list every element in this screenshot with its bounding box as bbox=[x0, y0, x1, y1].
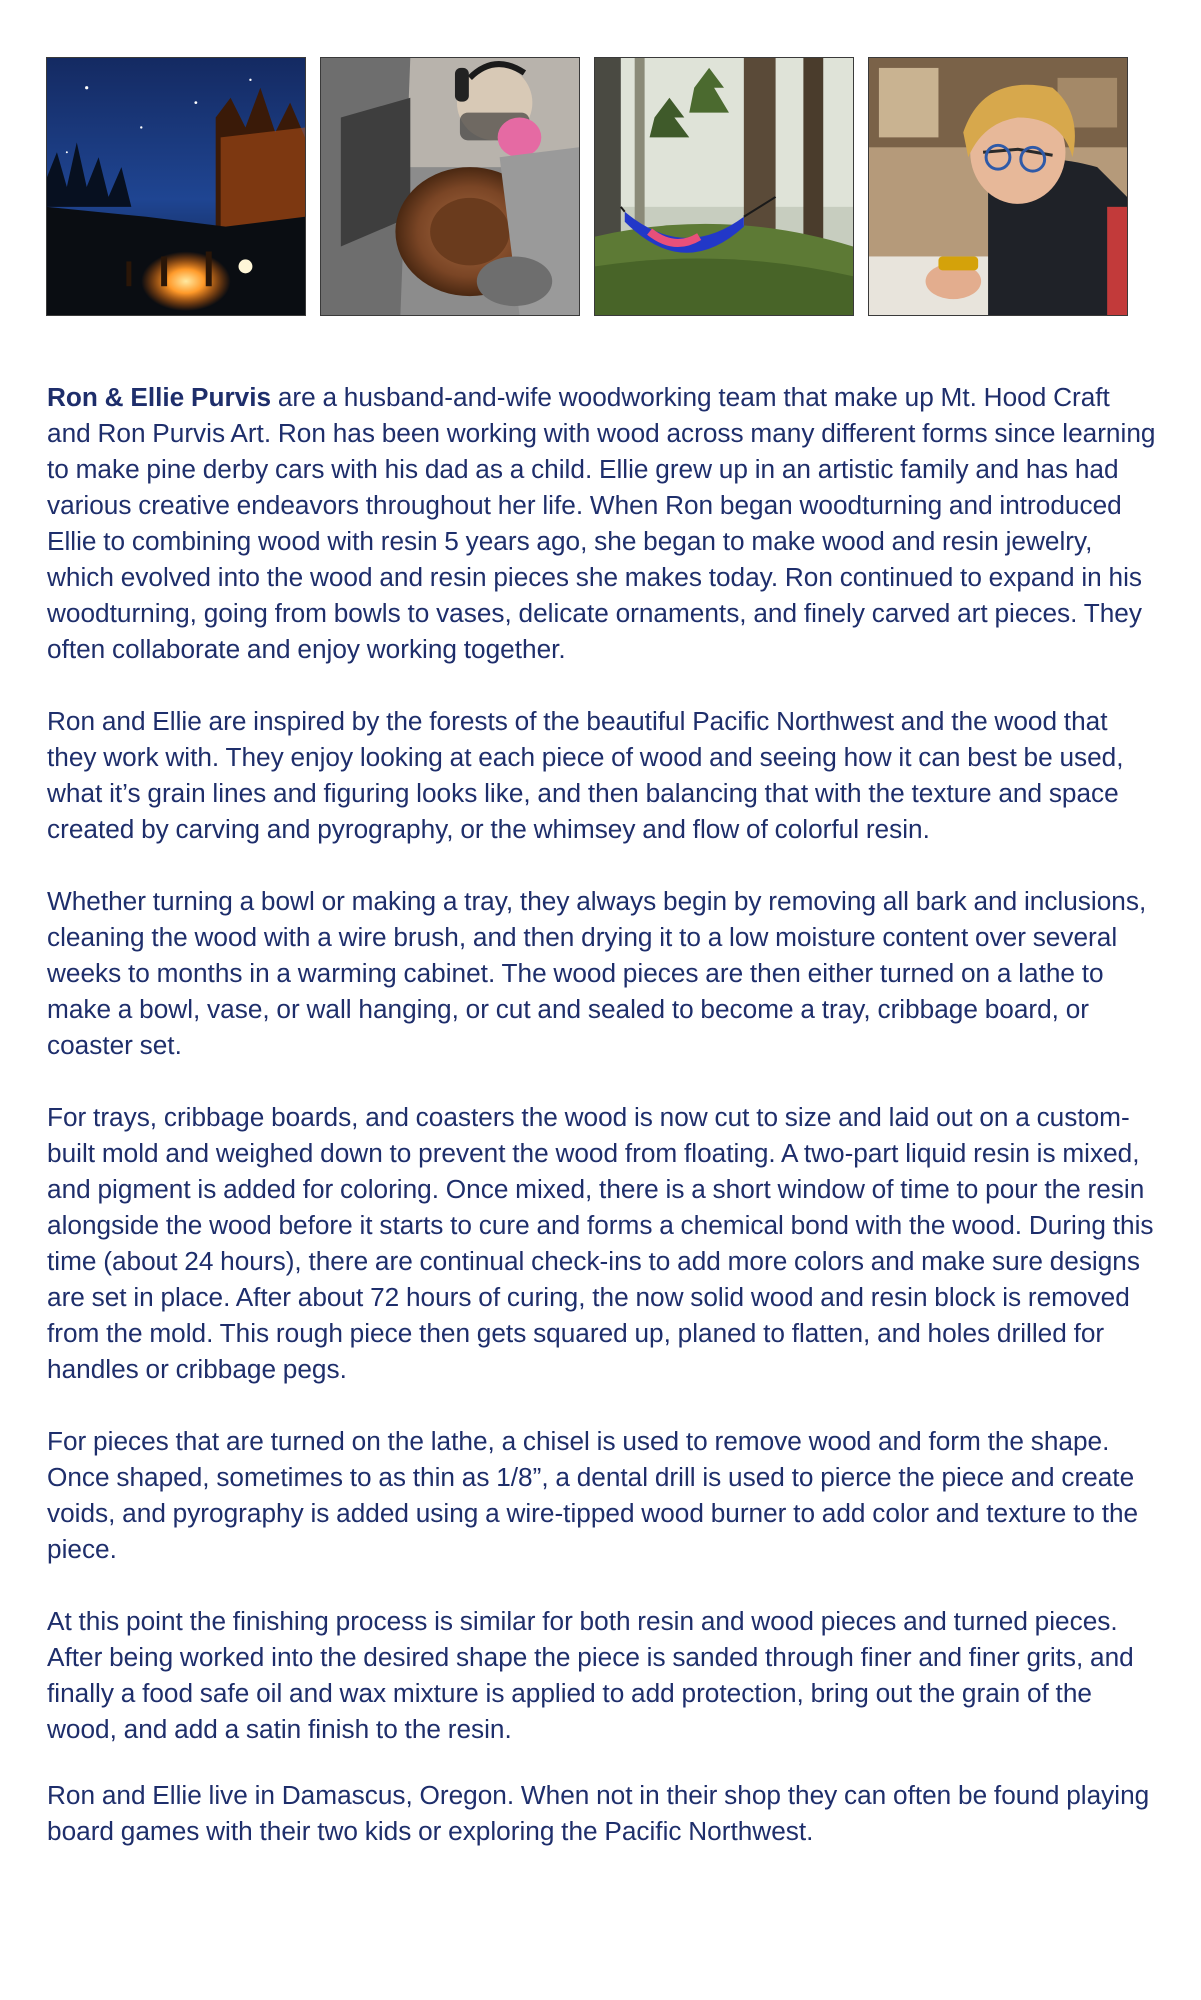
paragraph-preparation: Whether turning a bowl or making a tray, they always begin by removing all bark and inclusions, cleaning the wood with a wire brush, and then drying it to a low moisture content over several weeks to months in a warming cabinet. The wood pieces are then either turned on a lathe to make a bowl, vase, or wall hanging, or cut and sealed to become a tray, cribbage board, or coaster set. bbox=[47, 886, 1147, 1060]
paragraph-inspiration: Ron and Ellie are inspired by the forests of the beautiful Pacific Northwest and the wood that they work with. They enjoy looking at each piece of wood and seeing how it can best be used, what it’s grain lines and figuring looks like, and then balancing that with the texture and space created by carving and pyrography, or the whimsey and flow of colorful resin. bbox=[47, 706, 1124, 844]
woman-woodworking-image bbox=[869, 58, 1127, 315]
forest-hammock-photo bbox=[594, 57, 854, 316]
forest-hammock-image bbox=[595, 58, 853, 315]
paragraph-about: Ron and Ellie live in Damascus, Oregon. When not in their shop they can often be found playing board games with their two kids or exploring the Pacific Northwest. bbox=[47, 1780, 1150, 1846]
paragraph-intro bbox=[47, 379, 1157, 667]
paragraph-lathe-process: For pieces that are turned on the lathe, a chisel is used to remove wood and form the shape. Once shaped, sometimes to as thin as 1/8”, a dental drill is used to pierce the piece and create voids, and pyrography is added using a wire-tipped wood burner to add color and texture to the piece. bbox=[47, 1426, 1139, 1564]
paragraph-intro-text: are a husband-and-wife woodworking team that make up Mt. Hood Craft and Ron Purvis Art. Ron has been working with wood across many different forms since learning to make pine derby cars with his dad as a child. Ellie grew up in an artistic family and has had various creative endeavors throughout her life. When Ron began woodturning and introduced Ellie to combining wood with resin 5 years ago, she began to make wood and resin jewelry, which evolved into the wood and resin pieces she makes today. Ron continued to expand in his woodturning, going from bowls to vases, delicate ornaments, and finely carved art pieces. They often collaborate and enjoy working together. bbox=[47, 382, 1156, 664]
woodturning-lathe-photo bbox=[320, 57, 580, 316]
paragraph-resin-process: For trays, cribbage boards, and coasters the wood is now cut to size and laid out on a custom-built mold and weighed down to prevent the wood from floating. A two-part liquid resin is mixed, and pigment is added for coloring. Once mixed, there is a short window of time to pour the resin alongside the wood before it starts to cure and forms a chemical bond with the wood. During this time (about 24 hours), there are continual check-ins to add more colors and make sure designs are set in place. After about 72 hours of curing, the now solid wood and resin block is removed from the mold. This rough piece then gets squared up, planed to flatten, and holes drilled for handles or cribbage pegs. bbox=[47, 1102, 1154, 1384]
woodturning-lathe-image bbox=[321, 58, 579, 315]
campfire-night-image bbox=[47, 58, 305, 315]
paragraph-finishing: At this point the finishing process is similar for both resin and wood pieces and turned pieces. After being worked into the desired shape the piece is sanded through finer and finer grits, and finally a food safe oil and wax mixture is applied to add protection, bring out the grain of the wood, and add a satin finish to the resin. bbox=[47, 1606, 1134, 1744]
photo-strip bbox=[46, 57, 1128, 316]
author-names: Ron & Ellie Purvis bbox=[47, 382, 272, 412]
campfire-night-photo bbox=[46, 57, 306, 316]
woman-woodworking-photo bbox=[868, 57, 1128, 316]
article-body bbox=[47, 379, 1157, 1849]
